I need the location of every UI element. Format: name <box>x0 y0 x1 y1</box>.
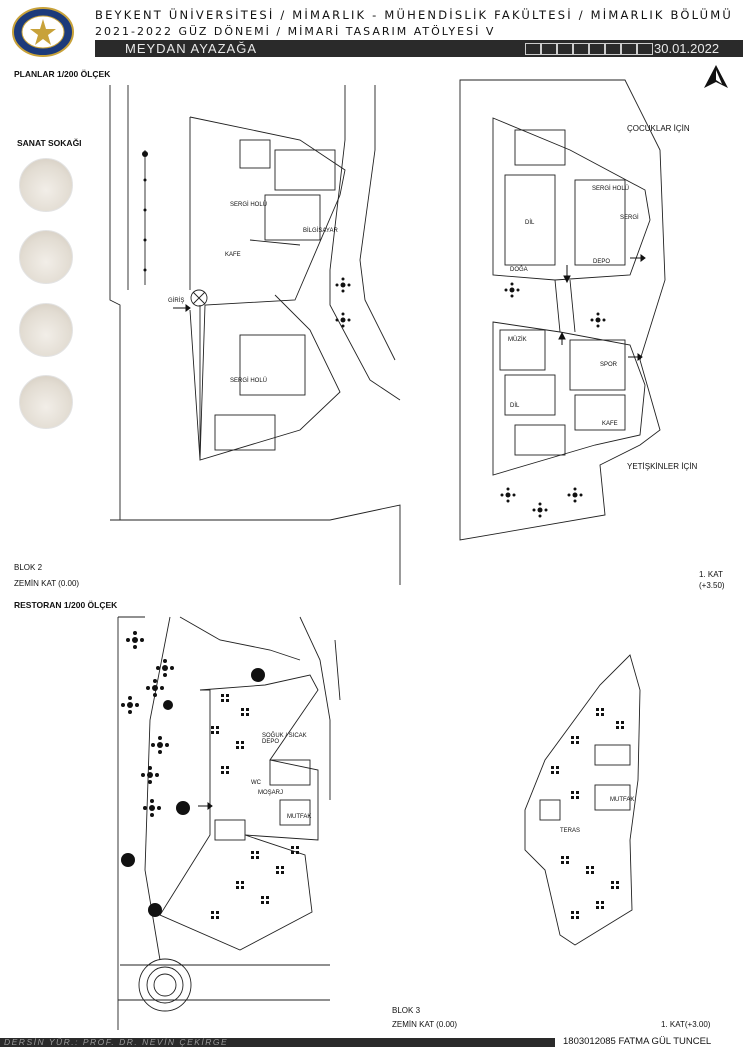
label-kitchen: MUTFAK <box>287 814 312 820</box>
label-sport: SPOR <box>600 362 618 368</box>
label-cafe-2: KAFE <box>602 421 618 427</box>
header-course: 2021-2022 GÜZ DÖNEMİ / MİMARİ TASARIM ATÖLYESİ V <box>95 25 496 38</box>
label-nature: DOĞA <box>510 267 528 273</box>
label-storage: DEPO <box>593 259 611 265</box>
label-exhibit-hall-1: SERGİ HOLÜ <box>230 202 268 208</box>
label-exhibit-hall-2: SERGİ HOLÜ <box>230 378 268 384</box>
label-language-2: DİL <box>510 403 520 409</box>
label-kitchen-2: MUTFAK <box>610 797 635 803</box>
section-restaurant: RESTORAN 1/200 ÖLÇEK <box>14 600 118 610</box>
label-language: DİL <box>525 220 535 226</box>
label-cold-hot-storage: SOĞUK / SICAK DEPO <box>262 733 307 745</box>
restaurant-first-floor: 1. KAT(+3.00) <box>661 1020 711 1029</box>
label-wc: WC <box>251 780 261 786</box>
label-music: MÜZİK <box>508 337 527 343</box>
plans-block: BLOK 2 <box>14 563 43 572</box>
project-title: MEYDAN AYAZAĞA <box>125 41 257 56</box>
advisor: DERSİN YÜR.: PROF. DR. NEVİN ÇEKİRGE <box>4 1037 229 1047</box>
label-moshar: MOŞARJ <box>258 790 284 796</box>
label-exhibit: SERGİ <box>620 215 639 221</box>
section-plans: PLANLAR 1/200 ÖLÇEK <box>14 69 111 79</box>
student: 1803012085 FATMA GÜL TUNCEL <box>563 1036 712 1047</box>
label-children: ÇOCUKLAR İÇİN <box>627 124 690 133</box>
label-entrance: GİRİŞ <box>168 298 185 304</box>
restaurant-ground-floor: ZEMİN KAT (0.00) <box>392 1020 458 1029</box>
plans-first-floor: 1. KAT <box>699 570 723 579</box>
label-cafe: KAFE <box>225 252 241 258</box>
label-terrace: TERAS <box>560 828 581 834</box>
restaurant-block: BLOK 3 <box>392 1006 421 1015</box>
label-computer: BİLGİSAYAR <box>303 228 338 234</box>
label-exhibit-hall-3: SERGİ HOLÜ <box>592 186 630 192</box>
date: 30.01.2022 <box>654 41 720 56</box>
header-university: BEYKENT ÜNİVERSİTESİ / MİMARLIK - MÜHENDİSLİK FAKÜLTESİ / MİMARLIK BÖLÜMÜ <box>95 8 734 22</box>
plans-first-floor-level: (+3.50) <box>699 581 725 590</box>
plans-ground-floor: ZEMİN KAT (0.00) <box>14 579 80 588</box>
label-adults: YETİŞKİNLER İÇİN <box>627 462 698 471</box>
furniture-marks <box>121 151 624 919</box>
section-art-street: SANAT SOKAĞI <box>17 138 82 148</box>
